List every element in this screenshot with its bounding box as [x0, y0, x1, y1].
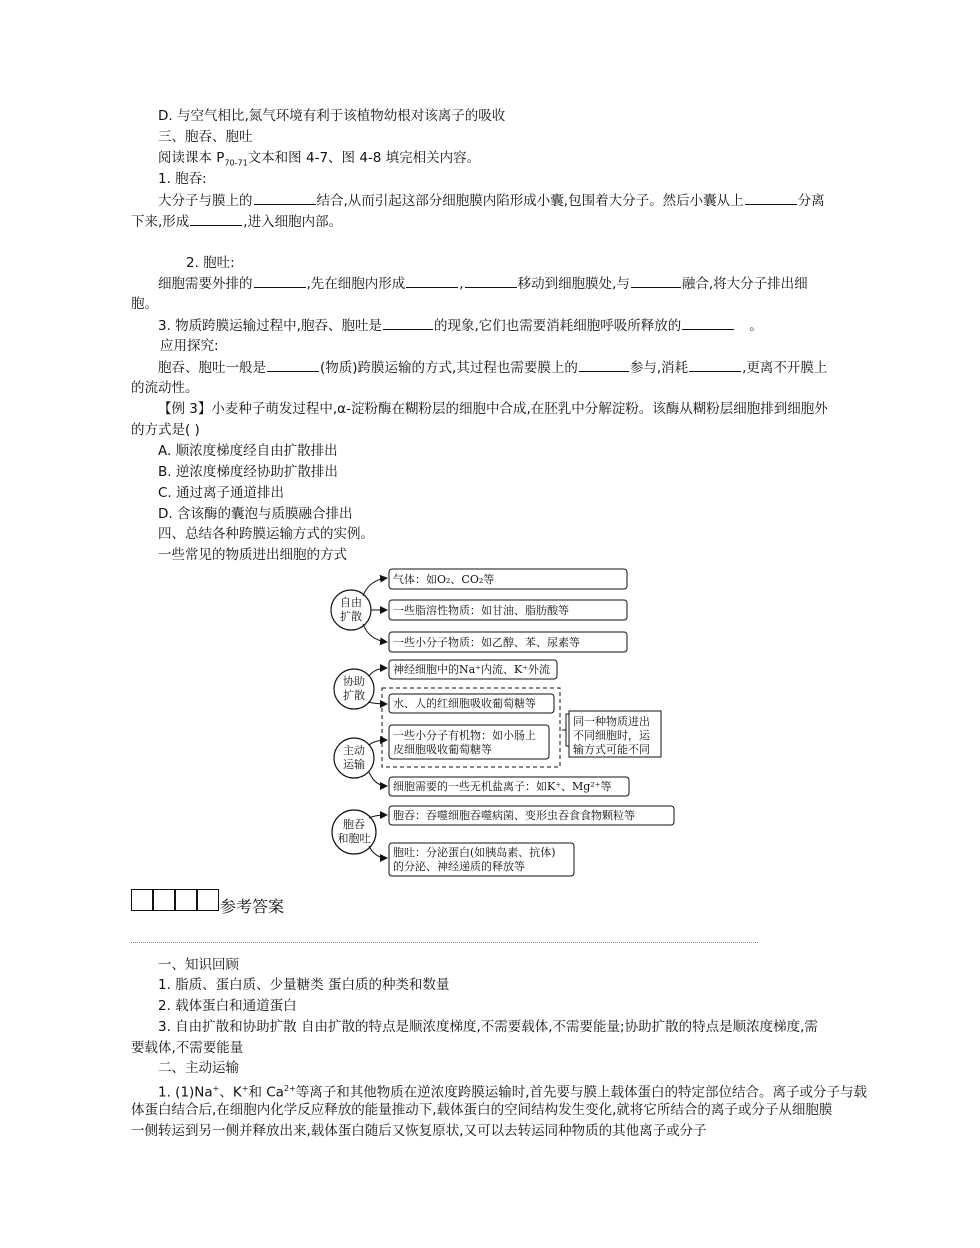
- item-text: 的分泌、神经递质的释放等: [393, 860, 525, 873]
- item-text: 一些小分子有机物：如小肠上: [393, 729, 536, 742]
- answer-b1-line-2: 体蛋白结合后,在细胞内化学反应释放的能量推动下,载体蛋白的空间结构发生变化,就将它所结合的离子或分子从细胞膜: [131, 1102, 833, 1118]
- note-text: 同一种物质进出: [573, 715, 650, 728]
- arrow: [369, 772, 387, 786]
- note-text: 输方式可能不同: [573, 743, 650, 756]
- answer-2: 2. 载体蛋白和通道蛋白: [158, 998, 297, 1014]
- application-line-1: 胞吞、胞吐一般是 (物质)跨膜运输的方式,其过程也需要膜上的 参与,消耗 ,更离不开膜上: [158, 357, 827, 378]
- item-text: 水、人的红细胞吸收葡萄糖等: [393, 697, 536, 710]
- blank[interactable]: [254, 190, 316, 205]
- application-line-2: 的流动性。: [131, 380, 199, 396]
- blank[interactable]: [745, 190, 797, 205]
- subheading-exocytosis: 2. 胞吐:: [186, 255, 235, 271]
- answer-box: [131, 889, 153, 911]
- section-4-heading: 四、总结各种跨膜运输方式的实例。: [158, 526, 374, 542]
- reading-instruction: 阅读课本 $P_{70-71}$文本和图 4-7、图 4-8 填完相关内容。: [158, 150, 481, 168]
- answer-b1-line-3: 一侧转运到另一侧并释放出来,载体蛋白随后又恢复原状,又可以去转运同种物质的其他离子或分子: [131, 1123, 707, 1139]
- example-3-line-2: 的方式是( ): [131, 422, 200, 438]
- blank[interactable]: [190, 211, 242, 226]
- application-heading: 应用探究:: [160, 338, 219, 354]
- blank[interactable]: [579, 357, 629, 372]
- node-label: 运输: [343, 758, 365, 771]
- dotted-divider: [131, 942, 758, 943]
- option-d: D. 含该酶的囊泡与质膜融合排出: [158, 506, 353, 522]
- answer-box: [153, 889, 175, 911]
- section-3-heading: 三、胞吞、胞吐: [158, 129, 253, 145]
- blank[interactable]: [631, 273, 681, 288]
- arrow: [369, 668, 387, 676]
- node-label: 胞吞: [343, 818, 365, 831]
- option-b: B. 逆浓度梯度经协助扩散排出: [158, 464, 338, 480]
- diagram-intro: 一些常见的物质进出细胞的方式: [158, 547, 347, 563]
- arrow: [369, 740, 387, 745]
- item-text: 胞吞：吞噬细胞吞噬病菌、变形虫吞食食物颗粒等: [393, 809, 635, 822]
- exocytosis-line-2: 胞。: [131, 296, 158, 312]
- item-text: 一些小分子物质：如乙醇、苯、尿素等: [393, 636, 580, 649]
- answer-box: [175, 889, 197, 911]
- answer-1: 1. 脂质、蛋白质、少量糖类 蛋白质的种类和数量: [158, 977, 450, 993]
- blank[interactable]: [682, 315, 734, 330]
- item-text: 神经细胞中的Na⁺内流、K⁺外流: [393, 663, 551, 676]
- answers-h1: 一、知识回顾: [158, 957, 239, 973]
- example-3-line-1: 【例 3】小麦种子萌发过程中,α-淀粉酶在糊粉层的细胞中合成,在胚乳中分解淀粉。该酶从糊粉层细胞排到细胞外: [158, 401, 828, 417]
- arrow: [369, 702, 387, 704]
- node-label: 和胞吐: [337, 832, 371, 845]
- option-c: C. 通过离子通道排出: [158, 485, 285, 501]
- arrow: [363, 578, 387, 596]
- arrow: [369, 846, 387, 858]
- answers-title: 参考答案: [220, 897, 285, 916]
- answer-b1-line-1: 1. (1)Na+、K+和 $Ca^{2+}$等离子和其他物质在逆浓度跨膜运输时,首先要与膜上载体蛋白的特定部位结合。离子或分子与载: [158, 1084, 868, 1101]
- blank[interactable]: [267, 357, 319, 372]
- subheading-endocytosis: 1. 胞吞:: [158, 171, 207, 187]
- blank[interactable]: [254, 273, 306, 288]
- blank[interactable]: [406, 273, 458, 288]
- arrow: [369, 815, 387, 818]
- answer-box: [197, 889, 219, 911]
- item-text: 皮细胞吸收葡萄糖等: [393, 743, 492, 756]
- note-text: 不同细胞时，运: [573, 729, 650, 742]
- exocytosis-line-1: 细胞需要外排的 ,先在细胞内形成 , 移动到细胞膜处,与 融合,将大分子排出细: [158, 273, 808, 294]
- node-label: 协助: [343, 675, 365, 688]
- transport-diagram: [325, 564, 685, 880]
- item-text: 细胞需要的一些无机盐离子：如K⁺、Mg²⁺等: [393, 780, 612, 793]
- node-label: 自由: [340, 596, 362, 609]
- blank[interactable]: [465, 273, 517, 288]
- item-text: 一些脂溶性物质：如甘油、脂肪酸等: [393, 604, 569, 617]
- point-3: 3. 物质跨膜运输过程中,胞吞、胞吐是 的现象,它们也需要消耗细胞呼吸所释放的 。: [158, 315, 763, 336]
- item-text: 胞吐：分泌蛋白(如胰岛素、抗体): [393, 846, 556, 859]
- option-d-previous: D. 与空气相比,氮气环境有利于该植物幼根对该离子的吸收: [158, 108, 506, 124]
- arrow: [363, 624, 387, 642]
- endocytosis-line-1: 大分子与膜上的 结合,从而引起这部分细胞膜内陷形成小囊,包围着大分子。然后小囊从上 分离: [158, 190, 825, 211]
- answers-h2: 二、主动运输: [158, 1060, 239, 1076]
- node-label: 主动: [343, 744, 365, 757]
- node-label: 扩散: [340, 610, 362, 623]
- item-text: 气体：如O₂、CO₂等: [393, 573, 495, 586]
- endocytosis-line-2: 下来,形成 ,进入细胞内部。: [131, 211, 342, 232]
- blank[interactable]: [383, 315, 433, 330]
- blank[interactable]: [689, 357, 741, 372]
- answer-3-line-2: 要载体,不需要能量: [131, 1040, 244, 1056]
- node-label: 扩散: [343, 689, 365, 702]
- option-a: A. 顺浓度梯度经自由扩散排出: [158, 443, 338, 459]
- answer-3-line-1: 3. 自由扩散和协助扩散 自由扩散的特点是顺浓度梯度,不需要载体,不需要能量;协助扩散的特点是顺浓度梯度,需: [158, 1019, 818, 1035]
